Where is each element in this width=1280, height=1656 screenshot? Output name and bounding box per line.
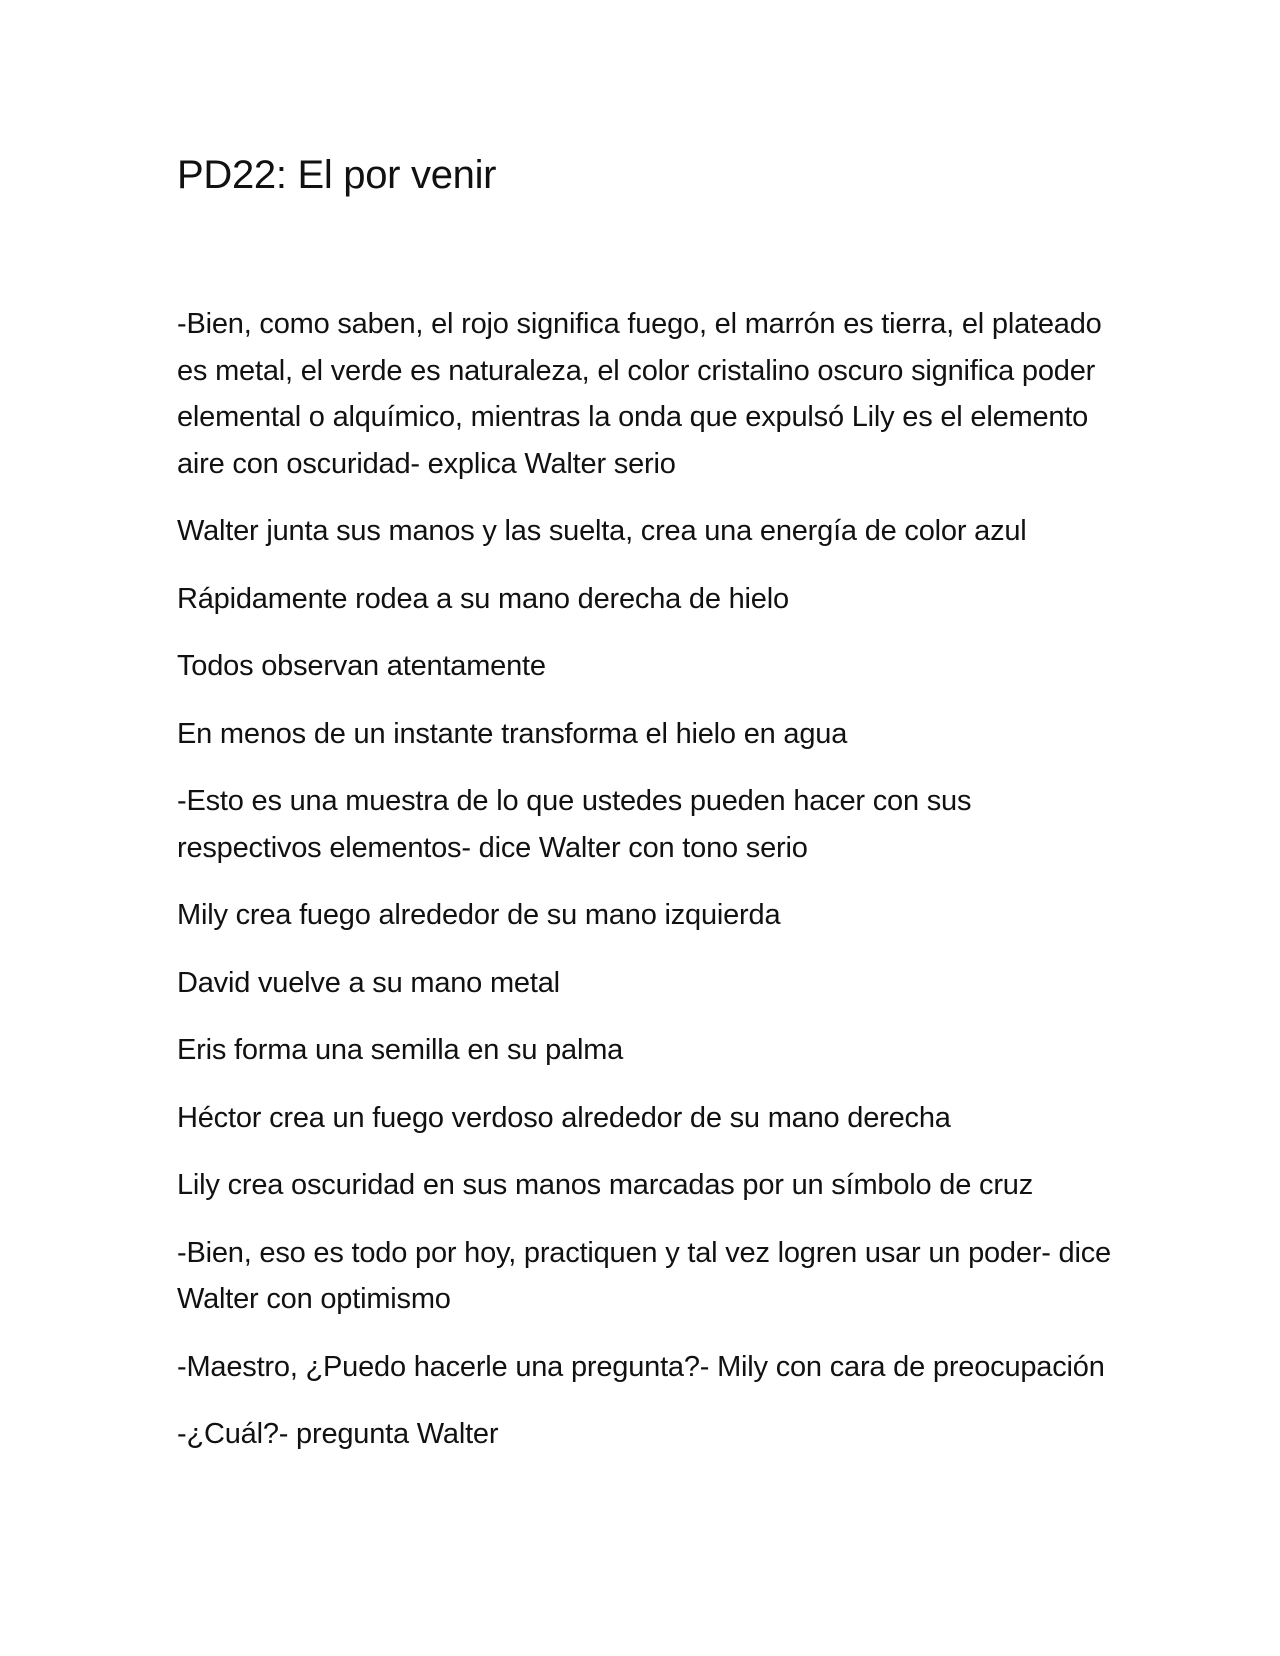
document-title: PD22: El por venir (177, 153, 497, 197)
document-body (177, 301, 1117, 1458)
paragraph-7: Mily crea fuego alrededor de su mano izquierda (177, 899, 781, 931)
paragraph-9: Eris forma una semilla en su palma (177, 1034, 624, 1066)
paragraph-1: -Bien, como saben, el rojo significa fuego, el marrón es tierra, el plateado es metal, el verde es naturaleza, el color cristalino oscuro significa poder elemental o alquímico, mientras la onda que expulsó Lily es el elemento aire con oscuridad- explica Walter serio (177, 308, 1102, 480)
paragraph-11: Lily crea oscuridad en sus manos marcadas por un símbolo de cruz (177, 1169, 1034, 1201)
paragraph-4: Todos observan atentamente (177, 650, 546, 682)
paragraph-5: En menos de un instante transforma el hielo en agua (177, 717, 848, 750)
paragraph-2: Walter junta sus manos y las suelta, crea una energía de color azul (177, 515, 1027, 547)
paragraph-12: -Bien, eso es todo por hoy, practiquen y tal vez logren usar un poder- dice Walter con optimismo (177, 1236, 1111, 1315)
paragraph-8: David vuelve a su mano metal (177, 966, 560, 999)
paragraph-13: -Maestro, ¿Puedo hacerle una pregunta?- Mily con cara de preocupación (177, 1350, 1105, 1383)
paragraph-14: -¿Cuál?- pregunta Walter (177, 1418, 499, 1450)
paragraph-3: Rápidamente rodea a su mano derecha de hielo (177, 582, 789, 615)
paragraph-10: Héctor crea un fuego verdoso alrededor de su mano derecha (177, 1101, 951, 1134)
paragraph-6: -Esto es una muestra de lo que ustedes pueden hacer con sus respectivos elementos- dice Walter con tono serio (177, 785, 972, 864)
